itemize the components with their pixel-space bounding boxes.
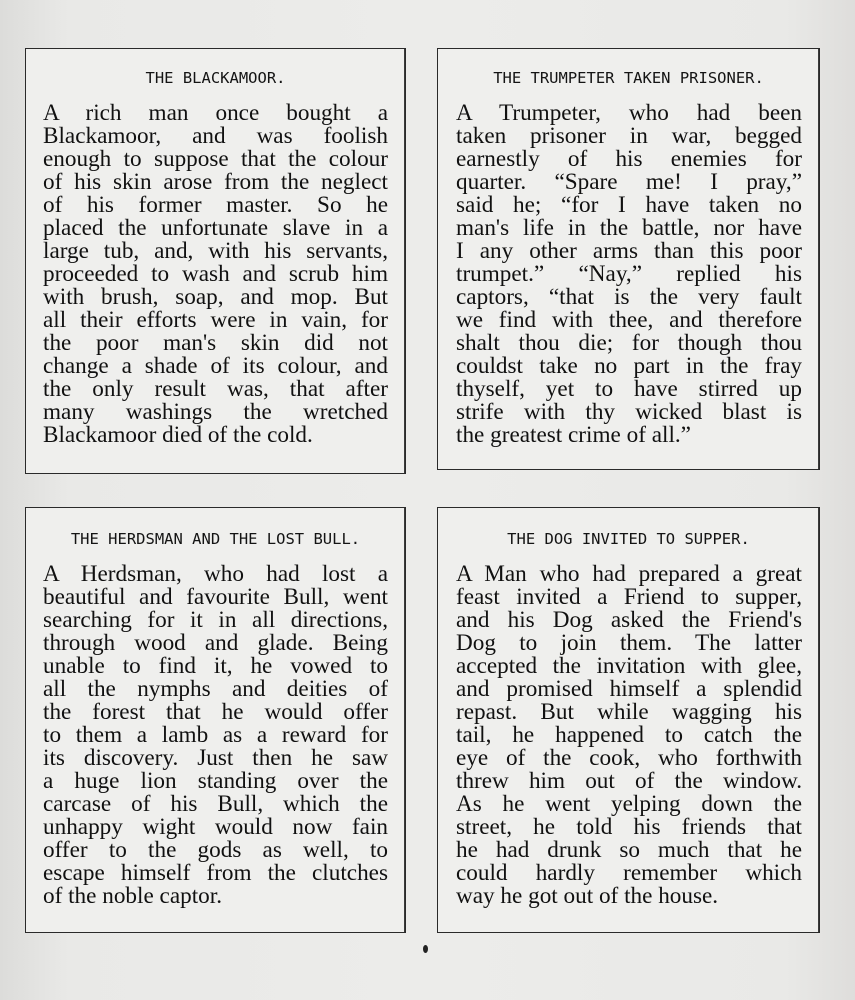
fable-line: all the nymphs and deities of [43, 676, 388, 702]
fable-line: he had drunk so much that he [456, 837, 802, 863]
fable-line: unable to find it, he vowed to [43, 653, 388, 679]
fable-line: thyself, yet to have stirred up [456, 376, 802, 402]
fable-line: a huge lion standing over the [43, 768, 388, 794]
fable-line: carcase of his Bull, which the [43, 791, 388, 817]
fable-line: and his Dog asked the Friend's [456, 607, 802, 633]
fable-line: man's life in the battle, nor have [456, 215, 802, 241]
fable-line: strife with thy wicked blast is [456, 399, 802, 425]
fable-line: proceeded to wash and scrub him [43, 261, 388, 287]
fable-line: eye of the cook, who forthwith [456, 745, 802, 771]
panel-rule [404, 508, 405, 932]
fable-line: A rich man once bought a [43, 100, 388, 126]
fable-line: earnestly of his enemies for [456, 146, 802, 172]
fable-text [43, 563, 388, 908]
fable-text [456, 563, 802, 908]
panel-rule [818, 508, 819, 932]
fable-line: of his former master. So he [43, 192, 388, 218]
fable-line: A Trumpeter, who had been [456, 100, 802, 126]
fable-line: to them a lamb as a reward for [43, 722, 388, 748]
fable-panel-blackamoor [25, 48, 406, 474]
fable-panel-trumpeter [437, 48, 820, 470]
fable-line: many washings the wretched [43, 399, 388, 425]
fable-line: the forest that he would offer [43, 699, 388, 725]
page-mark [423, 945, 428, 953]
fable-line: threw him out of the window. [456, 768, 802, 794]
fable-line: said he; “for I have taken no [456, 192, 802, 218]
fable-line: couldst take no part in the fray [456, 353, 802, 379]
fable-line: with brush, soap, and mop. But [43, 284, 388, 310]
fable-line: street, he told his friends that [456, 814, 802, 840]
fable-panel-dog [437, 507, 820, 933]
fable-line: could hardly remember which [456, 860, 802, 886]
fable-line: captors, “that is the very fault [456, 284, 802, 310]
fable-line: shalt thou die; for though thou [456, 330, 802, 356]
fable-line: we find with thee, and therefore [456, 307, 802, 333]
fable-line: searching for it in all directions, [43, 607, 388, 633]
fable-line: quarter. “Spare me! I pray,” [456, 169, 802, 195]
fable-line: unhappy wight would now fain [43, 814, 388, 840]
fable-line: accepted the invitation with glee, [456, 653, 802, 679]
fable-line: the poor man's skin did not [43, 330, 388, 356]
fable-text [43, 102, 388, 447]
fable-line: the greatest crime of all.” [456, 422, 691, 448]
fable-title: THE TRUMPETER TAKEN PRISONER. [493, 69, 764, 87]
fable-line: placed the unfortunate slave in a [43, 215, 388, 241]
fable-line: A Herdsman, who had lost a [43, 561, 388, 587]
fable-line: Blackamoor died of the cold. [43, 422, 313, 448]
fable-title: THE DOG INVITED TO SUPPER. [507, 530, 750, 548]
fable-line: enough to suppose that the colour [43, 146, 388, 172]
fable-line: tail, he happened to catch the [456, 722, 802, 748]
fable-line: of his skin arose from the neglect [43, 169, 388, 195]
fable-line: I any other arms than this poor [456, 238, 802, 264]
panel-rule [818, 49, 819, 469]
fable-line: the only result was, that after [43, 376, 388, 402]
fable-line: of the noble captor. [43, 883, 223, 909]
fable-line: change a shade of its colour, and [43, 353, 388, 379]
fable-line: way he got out of the house. [456, 883, 719, 909]
fable-line: and promised himself a splendid [456, 676, 802, 702]
fable-line: all their efforts were in vain, for [43, 307, 388, 333]
panel-rule [404, 49, 405, 473]
fable-line: Blackamoor, and was foolish [43, 123, 388, 149]
fable-text [456, 102, 802, 447]
fable-line: its discovery. Just then he saw [43, 745, 388, 771]
fable-line: escape himself from the clutches [43, 860, 388, 886]
fable-line: beautiful and favourite Bull, went [43, 584, 388, 610]
fable-line: offer to the gods as well, to [43, 837, 388, 863]
fable-line: A Man who had prepared a great [456, 561, 802, 587]
fable-line: trumpet.” “Nay,” replied his [456, 261, 802, 287]
fable-line: taken prisoner in war, begged [456, 123, 802, 149]
fable-line: large tub, and, with his servants, [43, 238, 388, 264]
fable-title: THE BLACKAMOOR. [145, 69, 286, 87]
fable-line: As he went yelping down the [456, 791, 802, 817]
fable-line: feast invited a Friend to supper, [456, 584, 802, 610]
fable-line: repast. But while wagging his [456, 699, 802, 725]
fable-line: through wood and glade. Being [43, 630, 388, 656]
fable-panel-herdsman [25, 507, 406, 933]
fable-title: THE HERDSMAN AND THE LOST BULL. [70, 530, 361, 548]
fable-line: Dog to join them. The latter [456, 630, 802, 656]
